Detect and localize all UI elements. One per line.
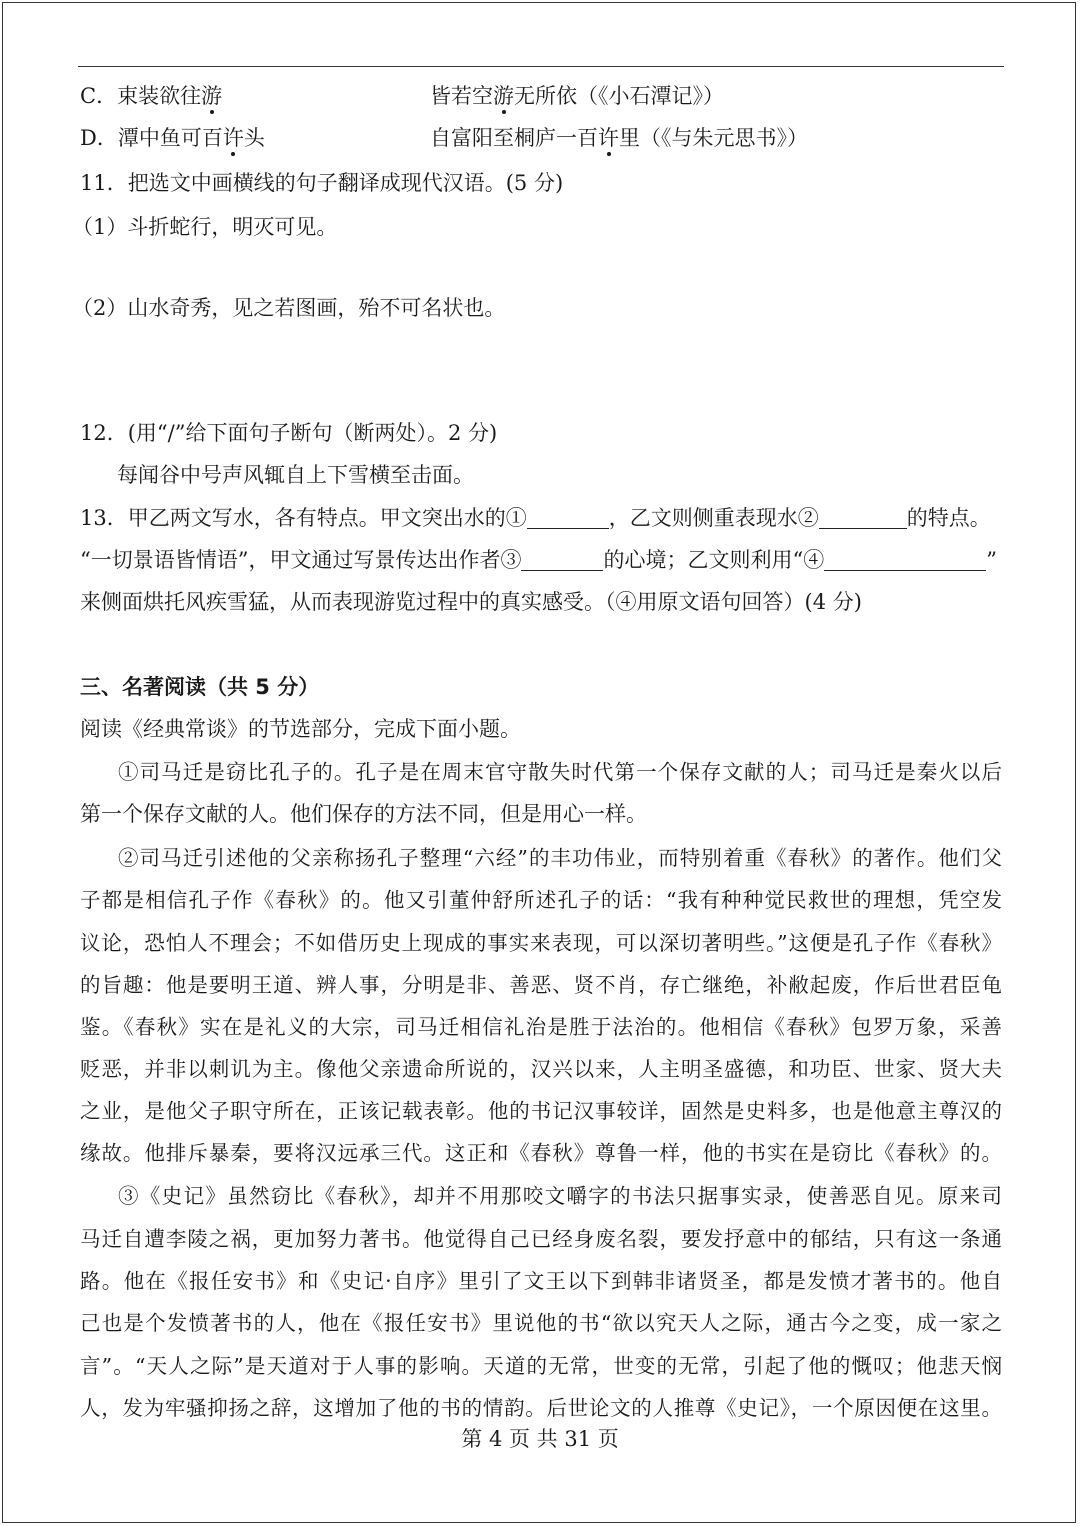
section-3-heading: 三、名著阅读（共 5 分） <box>80 675 320 699</box>
page-number: 第 4 页 共 31 页 <box>461 1427 619 1451</box>
option-d-right: 自富阳至桐庐一百许里（《与朱元思书》） <box>430 126 808 150</box>
answer-blank-3[interactable] <box>521 548 603 571</box>
option-c: C．束装欲往游 <box>80 84 223 108</box>
emphasis-char: 游 <box>493 84 514 108</box>
passage-line: 马迁自遭李陵之祸，更加努力著书。他觉得自己已经身废名裂，要发抒意中的郁结，只有这一条通 <box>80 1227 1002 1251</box>
passage-line: 鉴。《春秋》实在是礼义的大宗，司马迁相信礼治是胜于法治的。他相信《春秋》包罗万象，采善 <box>80 1015 1002 1039</box>
q12-sentence: 每闻谷中号声风辄自上下雪横至击面。 <box>117 463 474 487</box>
emphasis-char: 许 <box>598 126 619 150</box>
passage-line: 己也是个发愤著书的人，他在《报任安书》里说他的书“欲以究天人之际，通古今之变，成一家之 <box>80 1311 1002 1335</box>
answer-blank-1[interactable] <box>527 506 609 529</box>
q11-sentence-1: （1）斗折蛇行，明灭可见。 <box>72 215 338 239</box>
passage-line: 的旨趣：他是要明王道、辨人事，分明是非、善恶、贤不肖，存亡继绝，补敝起废，作后世君臣龟 <box>80 973 1002 997</box>
option-c-right: 皆若空游无所依（《小石潭记》） <box>430 84 724 108</box>
passage-line: 路。他在《报任安书》和《史记·自序》里引了文王以下到韩非诸贤圣，都是发愤才著书的。他自 <box>80 1269 1002 1293</box>
header-rule <box>78 66 1004 67</box>
q11-title: 11．把选文中画横线的句子翻译成现代汉语。(5 分) <box>80 171 564 195</box>
emphasis-char: 许 <box>222 126 244 150</box>
passage-line: ①司马迁是窃比孔子的。孔子是在周末官守散失时代第一个保存文献的人；司马迁是秦火以后 <box>118 760 1002 784</box>
q12-title: 12．(用“/”给下面句子断句（断两处）。2 分) <box>80 421 498 445</box>
passage-line: 第一个保存文献的人。他们保存的方法不同，但是用心一样。 <box>80 802 647 826</box>
q11-sentence-2: （2）山水奇秀，见之若图画，殆不可名状也。 <box>72 296 506 320</box>
passage-line: 缘故。他排斥暴秦，要将汉远承三代。这正和《春秋》尊鲁一样，他的书实在是窃比《春秋》的。 <box>80 1141 1002 1165</box>
passage-line: 议论，恐怕人不理会；不如借历史上现成的事实来表现，可以深切著明些。”这便是孔子作《春秋》 <box>80 931 1002 955</box>
passage-line: 贬恶，并非以刺讥为主。像他父亲遗命所说的，汉兴以来，人主明圣盛德，和功臣、世家、贤大夫 <box>80 1057 1002 1081</box>
option-d: D．潭中鱼可百许头 <box>80 126 265 150</box>
passage-line: ②司马迁引述他的父亲称扬孔子整理“六经”的丰功伟业，而特别着重《春秋》的著作。他们父 <box>118 846 1002 870</box>
passage-line: 子都是相信孔子作《春秋》的。他又引董仲舒所述孔子的话：“我有种种觉民救世的理想，凭空发 <box>80 888 1002 912</box>
passage-line: 之业，是他父子职守所在，正该记载表彰。他的书记汉事较详，固然是史料多，也是他意主尊汉的 <box>80 1099 1002 1123</box>
q13-line-1: 13．甲乙两文写水，各有特点。甲文突出水的① ，乙文则侧重表现水② 的特点。 <box>80 506 991 530</box>
answer-blank-4[interactable] <box>824 548 986 571</box>
section-3-intro: 阅读《经典常谈》的节选部分，完成下面小题。 <box>80 717 521 741</box>
emphasis-char: 游 <box>201 84 223 108</box>
answer-blank-2[interactable] <box>819 506 907 529</box>
q13-line-2: “一切景语皆情语”，甲文通过写景传达出作者③ 的心境；乙文则利用“④ ” <box>80 548 997 572</box>
passage-line: 人，发为牢骚抑扬之辞，这增加了他的书的情韵。后世论文的人推尊《史记》，一个原因便在这里。 <box>80 1396 1002 1420</box>
q13-line-3: 来侧面烘托风疾雪猛，从而表现游览过程中的真实感受。（④用原文语句回答）(4 分) <box>80 590 862 614</box>
passage-line: 言”。“天人之际”是天道对于人事的影响。天道的无常，世变的无常，引起了他的慨叹；他悲天悯 <box>80 1354 1002 1378</box>
passage-line: ③《史记》虽然窃比《春秋》，却并不用那咬文嚼字的书法只据事实录，使善恶自见。原来司 <box>118 1184 1002 1208</box>
